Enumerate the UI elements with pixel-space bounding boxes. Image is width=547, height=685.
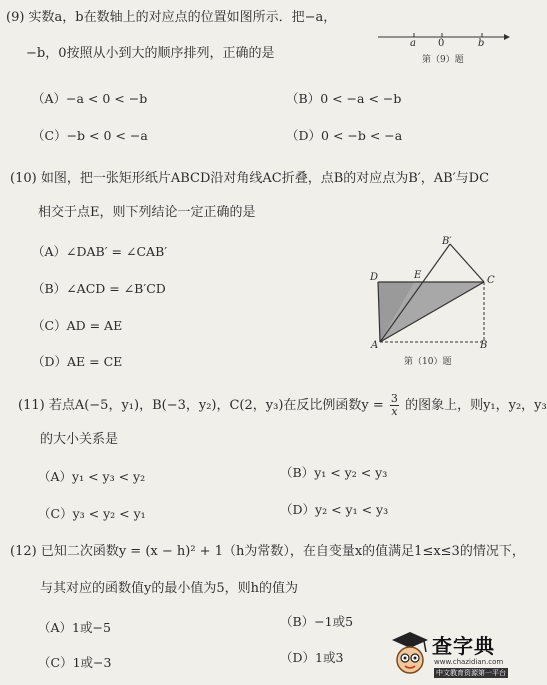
q11-option-b [280, 465, 387, 481]
option-label: （B） [280, 614, 315, 629]
q9-option-c [32, 128, 148, 144]
q10-label-c: C [487, 275, 495, 286]
q9-figure-caption: 第（9）题 [422, 55, 464, 65]
q10-stem-line1: (10) 如图，把一张矩形纸片ABCD沿对角线AC折叠，点B的对应点为B′，AB′与DC [10, 171, 490, 186]
q12-option-b [280, 614, 353, 630]
option-label: （B） [280, 465, 315, 480]
option-text: −1或5 [314, 614, 354, 629]
option-label: （A） [38, 620, 73, 635]
q9-option-d [286, 128, 402, 144]
q10-label-d: D [370, 272, 379, 283]
q9-label-a: a [410, 38, 416, 49]
q9-stem-line2: −b，0按照从小到大的顺序排列，正确的是 [26, 46, 275, 61]
q10-label-b: B [480, 340, 488, 351]
q11-fraction [390, 393, 399, 418]
option-label: （B） [286, 91, 321, 106]
option-label: （C） [38, 506, 73, 521]
q10-option-d [32, 354, 122, 370]
q10-label-a: A [371, 340, 379, 351]
watermark-url: www.chazidian.com [434, 658, 504, 666]
option-text: 1或−3 [72, 655, 112, 670]
option-text: y₁ < y₂ < y₃ [314, 465, 388, 480]
option-label: （C） [32, 318, 67, 333]
q12-stem-line2: 与其对应的函数值y的最小值为5，则h的值为 [40, 581, 298, 596]
watermark-title: 查字典 [432, 634, 495, 658]
q12-option-a [38, 620, 111, 636]
option-text: 1或3 [315, 650, 344, 665]
q9-label-0: 0 [438, 38, 445, 49]
q9-stem-line1: (9) 实数a，b在数轴上的对应点的位置如图所示．把−a， [6, 10, 337, 25]
q9-option-b [286, 91, 401, 107]
q10-option-c [32, 318, 122, 334]
option-label: （B） [32, 281, 67, 296]
q10-label-e: E [414, 270, 422, 281]
option-text: ∠DAB′ = ∠CAB′ [66, 244, 168, 259]
q10-label-b-prime: B′ [442, 236, 452, 247]
option-label: （A） [32, 244, 67, 259]
q11-option-a [38, 469, 145, 485]
option-text: 0 < −a < −b [320, 91, 402, 106]
option-text: y₃ < y₂ < y₁ [72, 506, 146, 521]
q10-stem-line2: 相交于点E，则下列结论一定正确的是 [38, 205, 256, 220]
option-label: （D） [32, 354, 68, 369]
option-label: （D） [286, 128, 322, 143]
option-text: y₂ < y₁ < y₃ [315, 502, 389, 517]
q11-fraction-numerator: 3 [390, 392, 398, 405]
option-label: （C） [38, 655, 73, 670]
option-label: （C） [32, 128, 67, 143]
option-label: （A） [32, 91, 67, 106]
q11-stem-line2: 的大小关系是 [40, 432, 119, 447]
option-text: 0 < −b < −a [321, 128, 403, 143]
option-label: （D） [280, 502, 316, 517]
q10-option-b [32, 281, 166, 297]
option-text: AE = CE [67, 354, 123, 369]
q11-stem-suffix: 的图象上，则y₁，y₂，y₃ [405, 398, 547, 413]
q11-option-c [38, 506, 146, 522]
q11-option-d [280, 502, 388, 518]
q10-figure-caption: 第（10）题 [404, 357, 452, 367]
option-text: −b < 0 < −a [66, 128, 148, 143]
option-text: 1或−5 [72, 620, 111, 635]
q9-option-a [32, 91, 147, 107]
q11-fraction-denominator: x [391, 405, 398, 418]
q10-option-a [32, 244, 167, 260]
q12-stem-line1: (12) 已知二次函数y = (x − h)² + 1（h为常数），在自变量x的值满足1≤x≤3的情况下， [10, 544, 525, 559]
option-text: AD = AE [66, 318, 123, 333]
q10-folded-rectangle-figure [360, 234, 510, 346]
q11-stem-prefix: (11) 若点A(−5，y₁)，B(−3，y₂)，C(2，y₃)在反比例函数y = [18, 398, 384, 413]
q12-option-c [38, 655, 111, 671]
option-text: ∠ACD = ∠B′CD [66, 281, 166, 296]
chazidian-watermark [390, 628, 518, 682]
mascot-icon [390, 630, 430, 680]
q12-option-d [280, 650, 343, 666]
q11-stem-line1 [18, 393, 547, 418]
option-label: （D） [280, 650, 316, 665]
option-text: y₁ < y₃ < y₂ [72, 469, 146, 484]
watermark-slogan: 中文教育资源第一平台 [436, 669, 506, 677]
q9-label-b: b [478, 38, 485, 49]
option-label: （A） [38, 469, 73, 484]
option-text: −a < 0 < −b [66, 91, 148, 106]
